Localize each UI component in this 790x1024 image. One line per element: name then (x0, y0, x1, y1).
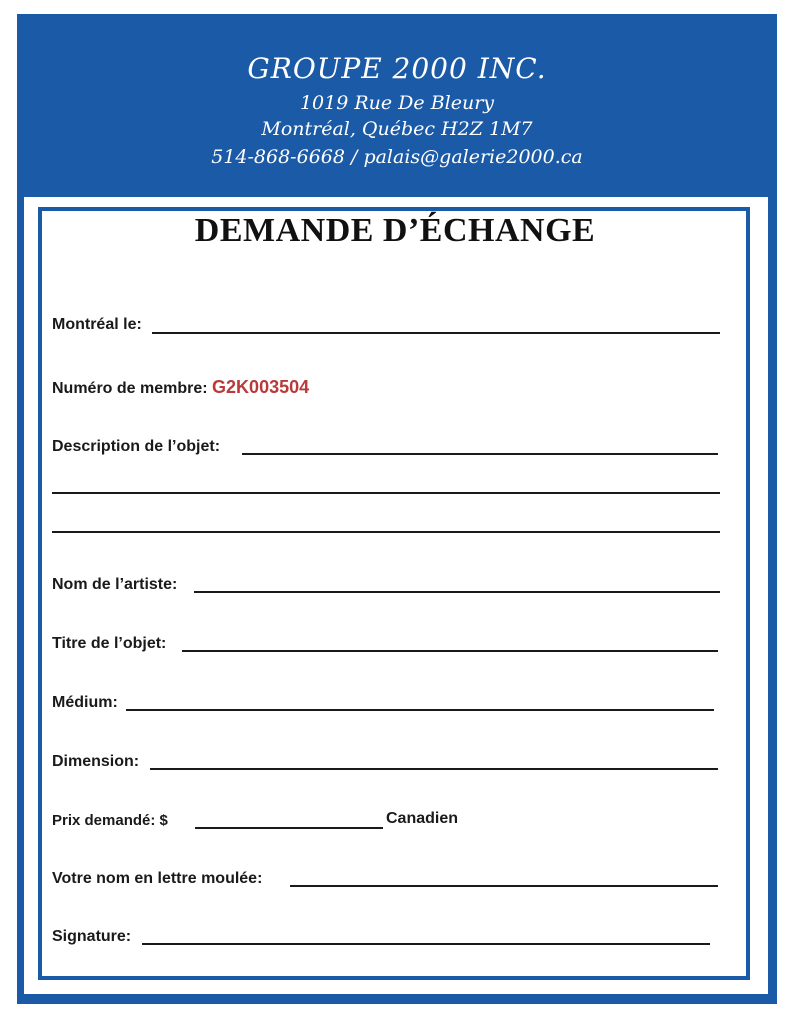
member-number-row (52, 377, 309, 398)
date-label: Montréal le: (52, 316, 142, 333)
dimension-label: Dimension: (52, 753, 140, 770)
object-title-field[interactable] (182, 650, 718, 652)
signature-label: Signature: (52, 928, 132, 945)
letterhead (17, 14, 777, 196)
contact-line: 514-868-6668 / palais@galerie2000.ca (211, 146, 583, 168)
medium-field[interactable] (126, 709, 714, 711)
artist-name-label: Nom de l’artiste: (52, 576, 178, 593)
description-field-line-2[interactable] (52, 492, 720, 494)
printed-name-label: Votre nom en lettre moulée: (52, 870, 263, 887)
artist-name-field[interactable] (194, 591, 720, 593)
object-title-label: Titre de l’objet: (52, 635, 167, 652)
form-title: DEMANDE D’ÉCHANGE (194, 212, 596, 249)
price-field[interactable] (195, 827, 383, 829)
member-number-value: G2K003504 (212, 377, 310, 397)
address-line-2: Montréal, Québec H2Z 1M7 (261, 118, 533, 140)
description-field-line-3[interactable] (52, 531, 720, 533)
description-label: Description de l’objet: (52, 438, 221, 455)
price-label: Prix demandé: $ (52, 812, 168, 829)
company-name: GROUPE 2000 INC. (247, 52, 547, 85)
date-field[interactable] (152, 332, 720, 334)
member-number-label: Numéro de membre: (52, 380, 208, 397)
description-field-line-1[interactable] (242, 453, 718, 455)
address-line-1: 1019 Rue De Bleury (299, 92, 495, 114)
printed-name-field[interactable] (290, 885, 718, 887)
dimension-field[interactable] (150, 768, 718, 770)
signature-field[interactable] (142, 943, 710, 945)
medium-label: Médium: (52, 694, 118, 711)
price-currency-label: Canadien (386, 810, 459, 827)
